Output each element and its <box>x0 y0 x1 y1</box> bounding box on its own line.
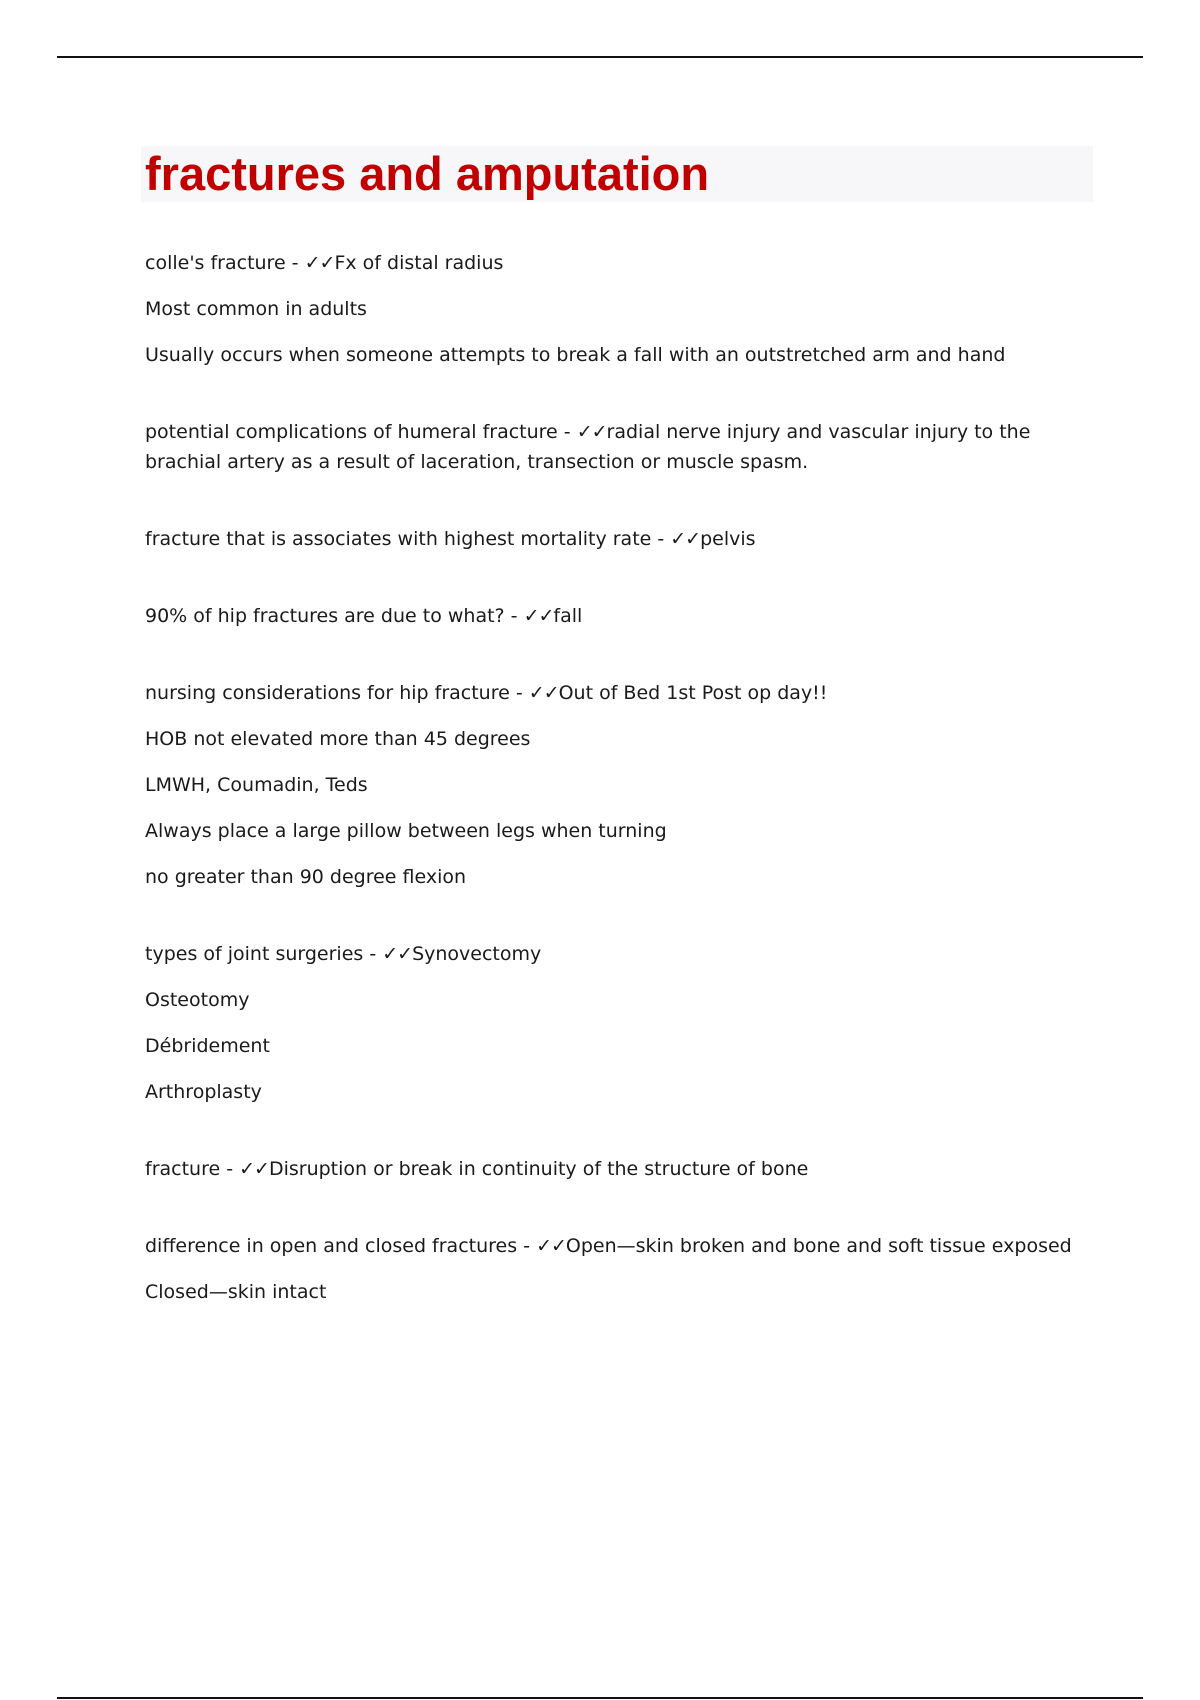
flashcard-entry <box>145 417 1095 477</box>
flashcard-question <box>145 1231 1095 1261</box>
flashcard-answer: Out of Bed 1st Post op day!! <box>558 682 828 704</box>
flashcard-answer-line: no greater than 90 degree flexion <box>145 866 467 888</box>
flashcard-answer-line: LMWH, Coumadin, Teds <box>145 774 368 796</box>
flashcard-term: nursing considerations for hip fracture - <box>145 682 529 704</box>
flashcard-list <box>145 248 1095 1354</box>
flashcard-term: types of joint surgeries - <box>145 943 383 965</box>
flashcard-entry <box>145 524 1095 554</box>
double-check-icon: ✓✓ <box>576 421 607 443</box>
double-check-icon: ✓✓ <box>523 605 554 627</box>
flashcard-answer: radial nerve injury and vascular injury to the brachial artery as a result of laceration, transection or muscle spasm. <box>145 421 1031 473</box>
flashcard-entry <box>145 601 1095 631</box>
flashcard-term: difference in open and closed fractures - <box>145 1235 537 1257</box>
flashcard-entry <box>145 248 1095 370</box>
flashcard-answer: Open—skin broken and bone and soft tissue exposed <box>565 1235 1072 1257</box>
flashcard-answer: Disruption or break in continuity of the structure of bone <box>268 1158 809 1180</box>
double-check-icon: ✓✓ <box>382 943 413 965</box>
double-check-icon: ✓✓ <box>304 252 335 274</box>
flashcard-question <box>145 939 1095 969</box>
flashcard-question <box>145 678 1095 708</box>
flashcard-answer-line: Arthroplasty <box>145 1081 262 1103</box>
flashcard-answer-line: Closed—skin intact <box>145 1281 327 1303</box>
flashcard-answer: Fx of distal radius <box>334 252 504 274</box>
flashcard-entry <box>145 1231 1095 1307</box>
document-title: fractures and amputation <box>145 147 710 200</box>
flashcard-question <box>145 524 1095 554</box>
flashcard-answer: pelvis <box>700 528 756 550</box>
flashcard-question <box>145 601 1095 631</box>
bottom-rule <box>57 1697 1143 1699</box>
flashcard-question <box>145 1154 1095 1184</box>
flashcard-entry <box>145 1154 1095 1184</box>
flashcard-term: potential complications of humeral fracture - <box>145 421 577 443</box>
flashcard-question <box>145 248 1095 278</box>
flashcard-term: colle's fracture - <box>145 252 305 274</box>
flashcard-entry <box>145 678 1095 892</box>
flashcard-answer: fall <box>553 605 583 627</box>
flashcard-term: 90% of hip fractures are due to what? - <box>145 605 524 627</box>
flashcard-answer-line: Débridement <box>145 1035 270 1057</box>
double-check-icon: ✓✓ <box>536 1235 566 1257</box>
flashcard-answer: Synovectomy <box>412 943 542 965</box>
flashcard-term: fracture - <box>145 1158 240 1180</box>
top-rule <box>57 56 1143 58</box>
flashcard-entry <box>145 939 1095 1107</box>
flashcard-answer-line: HOB not elevated more than 45 degrees <box>145 728 531 750</box>
flashcard-answer-line: Osteotomy <box>145 989 250 1011</box>
flashcard-answer-line: Usually occurs when someone attempts to break a fall with an outstretched arm and hand <box>145 344 1006 366</box>
double-check-icon: ✓✓ <box>670 528 701 550</box>
double-check-icon: ✓✓ <box>528 682 559 704</box>
double-check-icon: ✓✓ <box>239 1158 269 1180</box>
flashcard-question <box>145 417 1095 477</box>
flashcard-answer-line: Most common in adults <box>145 298 367 320</box>
flashcard-answer-line: Always place a large pillow between legs when turning <box>145 820 667 842</box>
flashcard-term: fracture that is associates with highest mortality rate - <box>145 528 671 550</box>
